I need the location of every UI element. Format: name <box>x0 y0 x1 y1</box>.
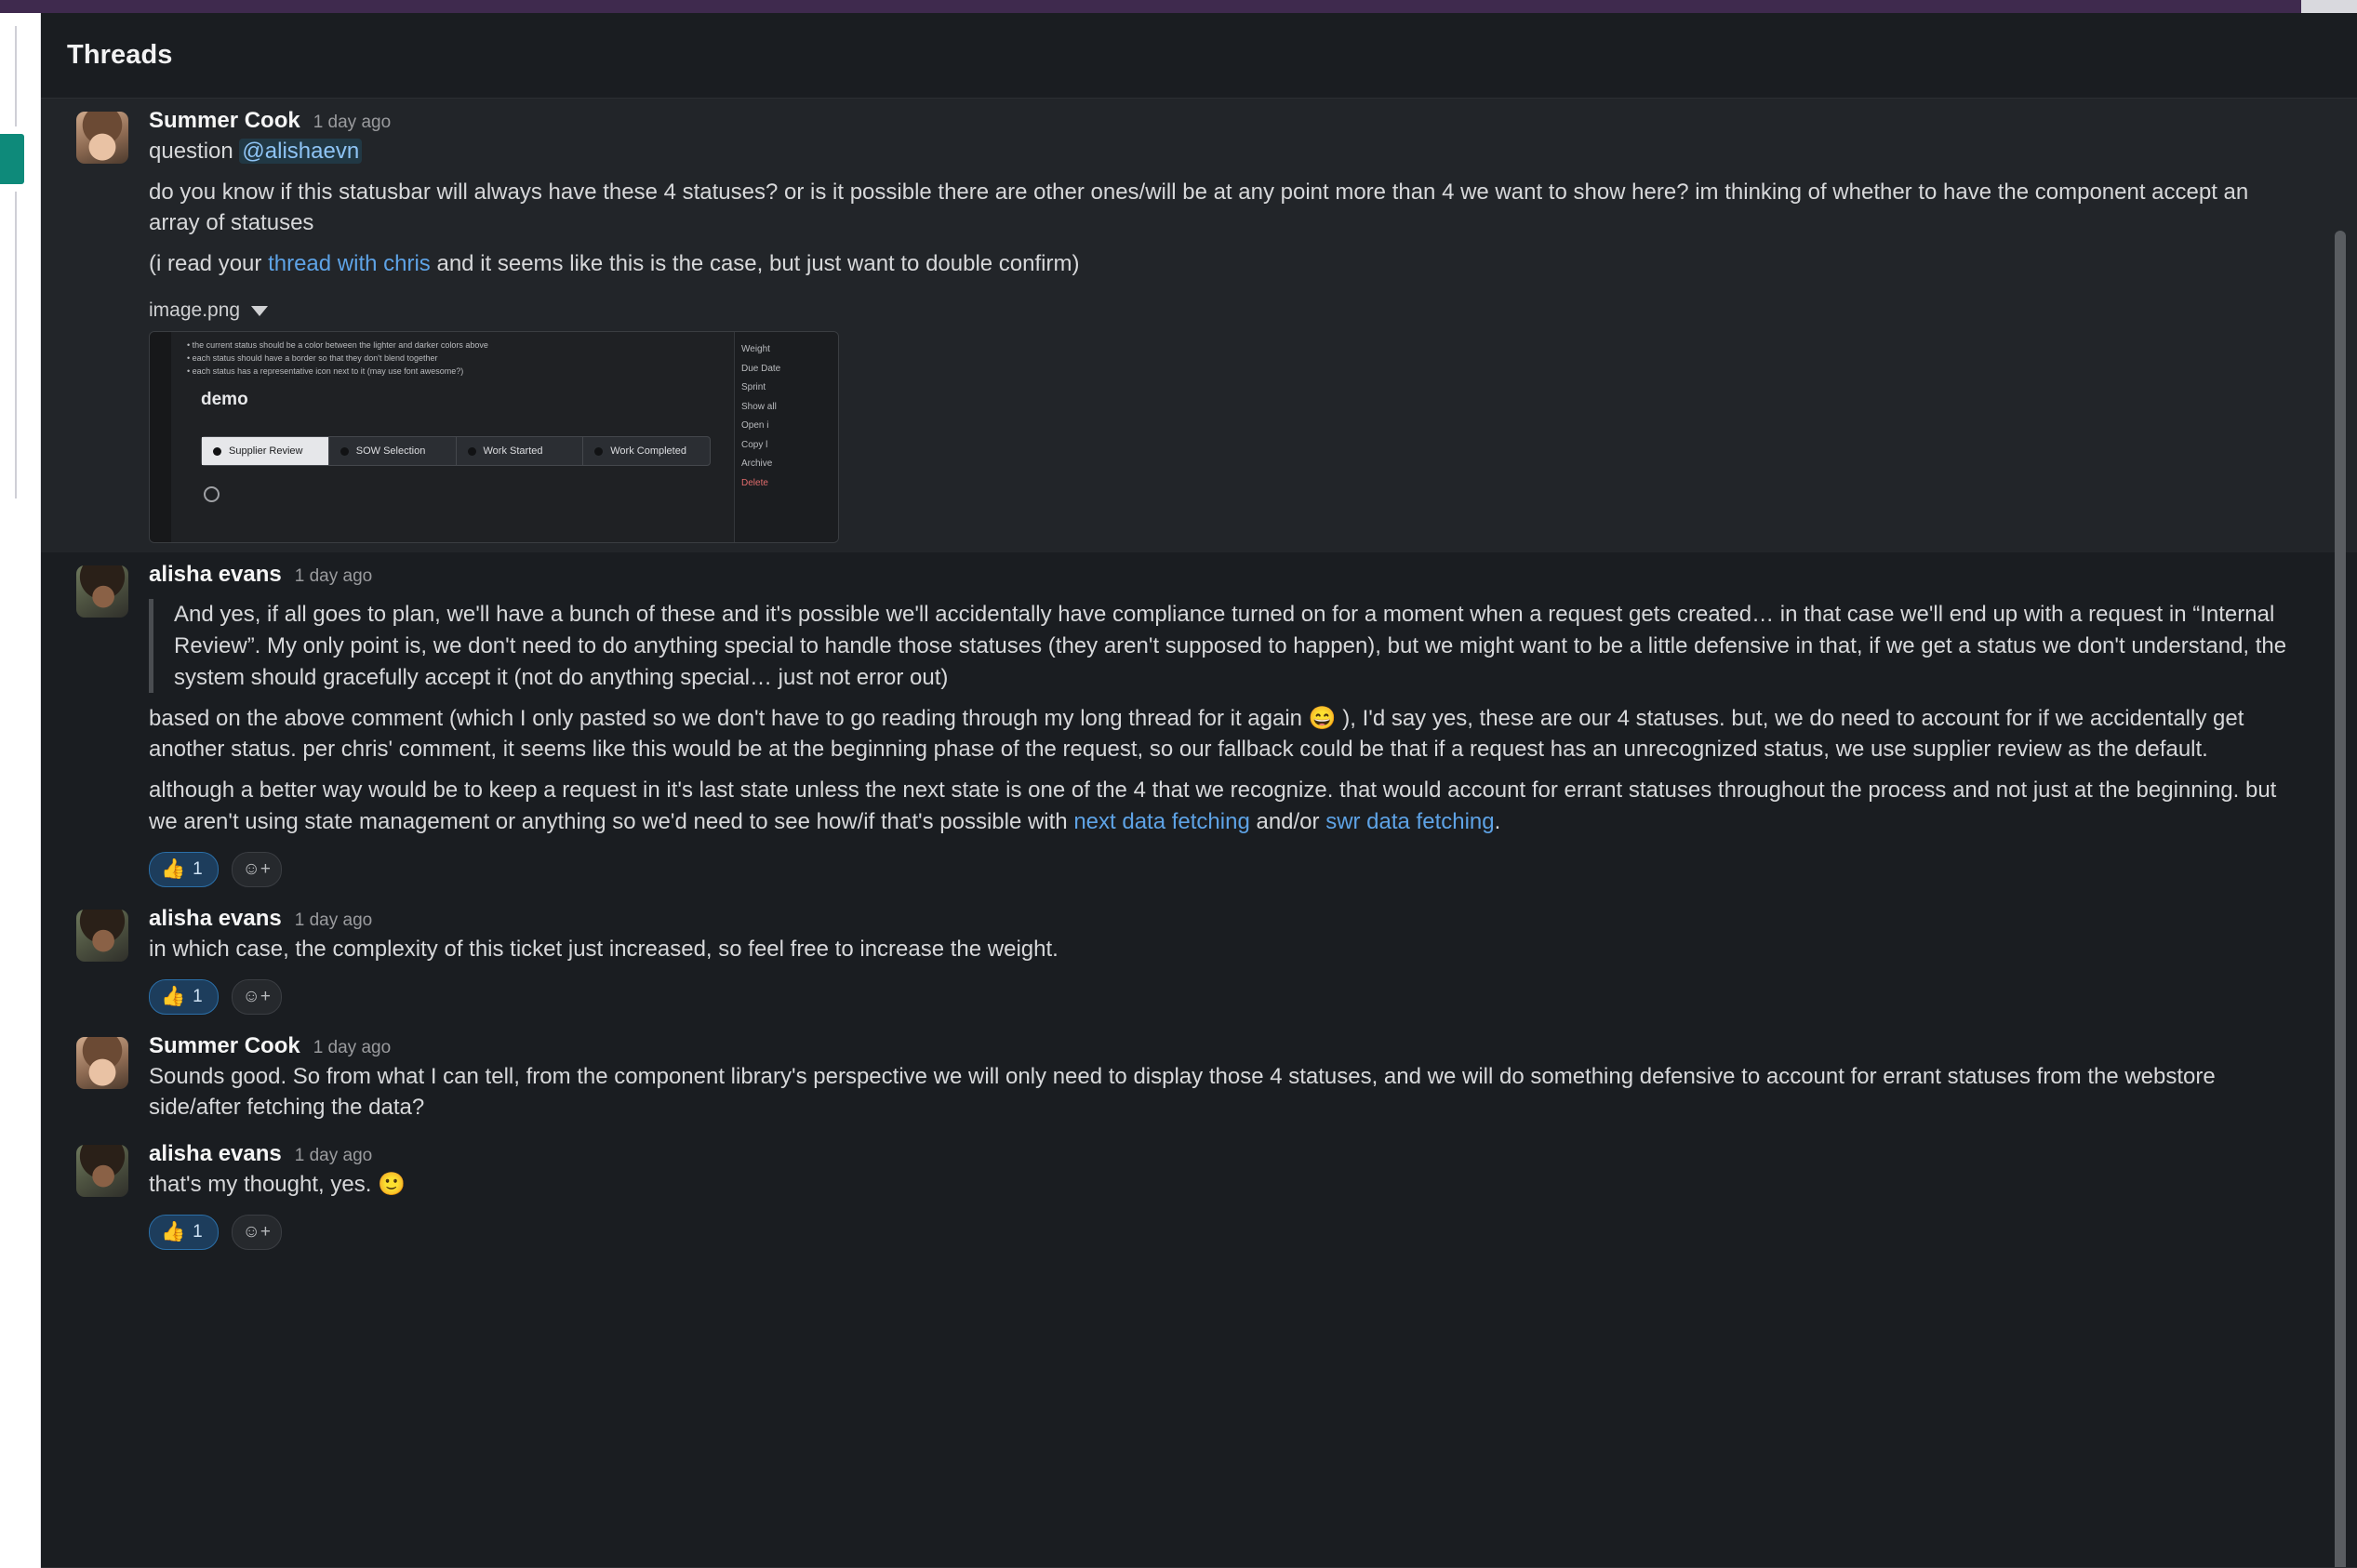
avatar[interactable] <box>76 112 128 164</box>
preview-statusbar <box>201 436 711 466</box>
message-header <box>149 1033 2301 1059</box>
reaction-bar <box>149 1215 2301 1250</box>
workspace-rail[interactable] <box>0 13 41 1568</box>
status-dot-icon <box>468 447 476 456</box>
preview-circle-icon <box>204 486 220 502</box>
chevron-down-icon[interactable] <box>251 306 268 316</box>
preview-left-gutter <box>150 332 171 542</box>
rail-divider-bottom <box>15 192 17 498</box>
message-header <box>149 562 2301 588</box>
preview-status-label: Work Started <box>483 445 543 458</box>
preview-status-item <box>583 437 710 465</box>
message-paragraph-with-link <box>149 248 2301 279</box>
preview-side-panel <box>734 332 838 542</box>
preview-side-item-delete: Delete <box>741 477 768 488</box>
message-paragraph: that's my thought, yes. 🙂 <box>149 1171 406 1197</box>
message-timestamp[interactable]: 1 day ago <box>313 113 392 132</box>
preview-status-item <box>202 437 329 465</box>
page-title: Threads <box>67 40 173 70</box>
thread-scrollbar-track[interactable] <box>2340 100 2351 1533</box>
message-paragraph: based on the above comment (which I only pasted so we don't have to go reading through my long thread for it again 😄 ), I'd say yes, these are our 4 statuses. but, we do need to account for if we accidentally get another status. per chris' comment, it seems like this would be at the beginning phase of the request, so our fallback could be that if a request has an unrecognized status, we use supplier review as the default. <box>149 706 2244 763</box>
message-paragraph-with-links <box>149 775 2301 836</box>
avatar[interactable] <box>76 910 128 962</box>
message-content <box>149 906 2301 1015</box>
preview-bullet-list <box>187 339 745 379</box>
title-bar-right-stub <box>2301 0 2357 13</box>
reaction-count: 1 <box>193 858 203 879</box>
avatar[interactable] <box>76 1145 128 1197</box>
preview-status-item <box>457 437 584 465</box>
add-reaction-icon[interactable]: ☺+ <box>232 1215 282 1250</box>
thread-scrollbar-thumb[interactable] <box>2335 231 2346 1568</box>
message-author[interactable]: Summer Cook <box>149 108 300 133</box>
image-attachment-preview[interactable] <box>149 331 839 543</box>
status-dot-icon <box>340 447 349 456</box>
status-dot-icon <box>594 447 603 456</box>
reaction-thumbsup[interactable] <box>149 1215 219 1250</box>
preview-status-label: Supplier Review <box>229 445 303 458</box>
message-author[interactable]: alisha evans <box>149 905 282 931</box>
next-data-fetching-link[interactable]: next data fetching <box>1073 808 1250 834</box>
preview-side-item: Sprint <box>741 382 766 393</box>
reaction-count: 1 <box>193 1222 203 1242</box>
preview-side-item: Archive <box>741 458 773 470</box>
message-timestamp[interactable]: 1 day ago <box>313 1037 392 1057</box>
paragraph-between-links: and/or <box>1249 808 1326 834</box>
window-title-bar <box>0 0 2357 13</box>
paragraph-after-link: and it seems like this is the case, but just want to double confirm) <box>430 251 1080 277</box>
reaction-count: 1 <box>193 986 203 1006</box>
rail-divider-top <box>15 26 17 126</box>
message-item[interactable] <box>41 897 2357 1024</box>
thread-message-list[interactable] <box>41 99 2357 1568</box>
paragraph-before-link: (i read your <box>149 251 269 277</box>
thumbs-up-icon: 👍 <box>161 985 186 1007</box>
message-item[interactable] <box>41 99 2357 552</box>
thumbs-up-icon: 👍 <box>161 1221 186 1243</box>
threads-header <box>41 13 2357 99</box>
message-author[interactable]: Summer Cook <box>149 1032 300 1058</box>
message-item[interactable] <box>41 1024 2357 1132</box>
preview-side-item: Due Date <box>741 363 781 374</box>
message-item[interactable] <box>41 552 2357 896</box>
preview-bullet: • the current status should be a color between the lighter and darker colors above <box>187 340 488 351</box>
message-author[interactable]: alisha evans <box>149 562 282 588</box>
message-timestamp[interactable]: 1 day ago <box>294 566 373 587</box>
preview-side-item: Copy l <box>741 439 768 450</box>
message-timestamp[interactable]: 1 day ago <box>294 910 373 930</box>
user-mention[interactable]: @alishaevn <box>239 139 362 164</box>
message-blockquote <box>149 599 2301 693</box>
message-item[interactable] <box>41 1132 2357 1259</box>
message-author[interactable]: alisha evans <box>149 1140 282 1166</box>
reaction-thumbsup[interactable] <box>149 852 219 887</box>
message-content <box>149 1033 2301 1123</box>
rail-active-indicator <box>0 134 24 184</box>
message-content <box>149 108 2301 543</box>
message-header <box>149 1141 2301 1167</box>
preview-side-item: Show all <box>741 401 777 412</box>
attachment-filename-row[interactable] <box>149 299 2301 322</box>
preview-status-item <box>329 437 457 465</box>
blockquote-text: And yes, if all goes to plan, we'll have a bunch of these and it's possible we'll accidentally have compliance turned on for a moment when a request gets created… in that case we'll end up with a request in “Internal Review”. My only point is, we don't need to do anything special to handle those statuses (they aren't supposed to happen), but we might want to be a little defensive in that, if we get a status we don't understand, the system should gracefully accept it (not do anything special… just not error out) <box>174 602 2287 690</box>
message-content <box>149 562 2301 886</box>
message-paragraph: do you know if this statusbar will always have these 4 statuses? or is it possible there are other ones/will be at any point more than 4 we want to show here? im thinking of whether to have the component accept an array of statuses <box>149 179 2249 236</box>
thumbs-up-icon: 👍 <box>161 857 186 880</box>
message-paragraph: Sounds good. So from what I can tell, from the component library's perspective we will only need to display those 4 statuses, and we will do something defensive to account for errant statuses from the webstore side/after fetching the data? <box>149 1063 2216 1120</box>
paragraph-after-links: . <box>1494 808 1501 834</box>
status-dot-icon <box>213 447 221 456</box>
message-header <box>149 906 2301 932</box>
message-question-prefix: question <box>149 139 240 164</box>
attachment-file-name[interactable]: image.png <box>149 299 241 322</box>
preview-bullet: • each status has a representative icon next to it (may use font awesome?) <box>187 366 464 377</box>
message-header <box>149 108 2301 134</box>
message-paragraph: in which case, the complexity of this ticket just increased, so feel free to increase the weight. <box>149 936 1059 962</box>
preview-side-item: Open i <box>741 420 769 432</box>
add-reaction-icon[interactable]: ☺+ <box>232 852 282 887</box>
swr-data-fetching-link[interactable]: swr data fetching <box>1325 808 1495 834</box>
message-timestamp[interactable]: 1 day ago <box>294 1145 373 1165</box>
preview-status-label: Work Completed <box>610 445 686 458</box>
preview-side-item: Weight <box>741 344 770 355</box>
paragraph-before-links: although a better way would be to keep a request in it's last state unless the next state is one of the 4 that we recognize. that would account for errant statuses throughout the process and not just at the beginning. but we aren't using state management or anything so we'd need to see how/if that's possible with <box>149 777 2277 834</box>
avatar[interactable] <box>76 1037 128 1089</box>
threads-panel <box>41 13 2357 1568</box>
preview-bullet: • each status should have a border so that they don't blend together <box>187 353 438 364</box>
thread-with-chris-link[interactable]: thread with chris <box>268 251 431 277</box>
reaction-bar <box>149 979 2301 1015</box>
reaction-thumbsup[interactable] <box>149 979 219 1015</box>
message-line-mention <box>149 136 2301 166</box>
avatar[interactable] <box>76 565 128 618</box>
message-content <box>149 1141 2301 1250</box>
add-reaction-icon[interactable]: ☺+ <box>232 979 282 1015</box>
preview-heading: demo <box>201 390 248 410</box>
reaction-bar <box>149 852 2301 887</box>
preview-status-label: SOW Selection <box>355 445 426 458</box>
